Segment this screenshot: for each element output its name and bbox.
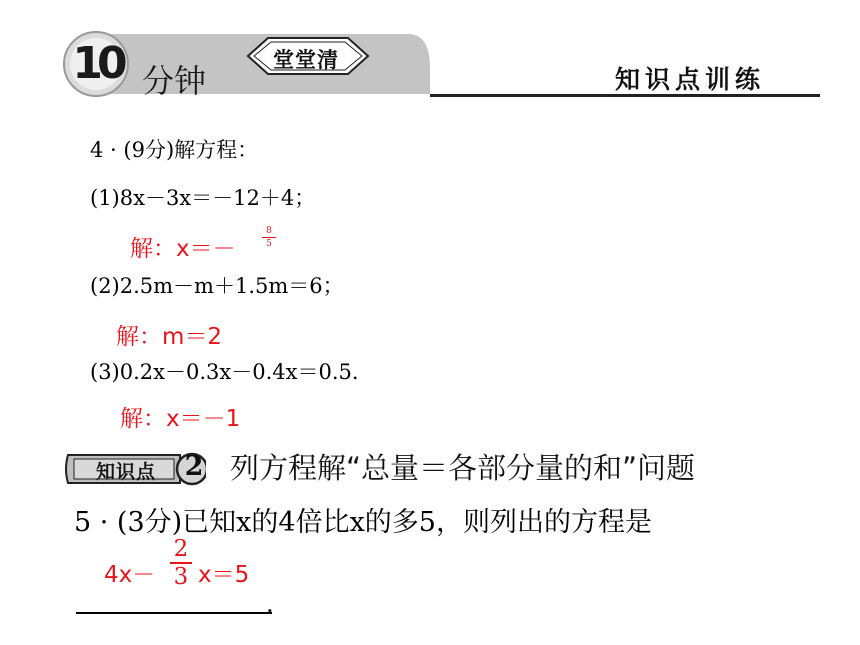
header-banner [58, 28, 432, 98]
q5-answer-suffix: x＝5 [198, 562, 250, 588]
q4-part1-frac-num: 8 [266, 226, 272, 236]
q4-part3-answer: 解：x＝－1 [120, 406, 241, 432]
q4-part1-answer [130, 230, 236, 263]
banner-minutes-label: 分钟 [142, 62, 207, 100]
q5-frac-den: 3 [173, 564, 189, 590]
q4-stem: 4 · (9分)解方程： [90, 138, 259, 162]
q4-part1-frac-den: 5 [266, 239, 272, 249]
knowledge-tag-number: 2 [184, 451, 204, 482]
q4-part2-answer: 解：m＝2 [116, 324, 223, 350]
q5-period: . [266, 590, 274, 618]
q5-answer-prefix: 4x－ [104, 562, 156, 588]
q4-part1-answer-text: 解：x＝－ [130, 236, 236, 262]
header-divider [430, 94, 820, 97]
banner-badge-label: 堂堂清 [273, 48, 339, 72]
answer-blank-line [76, 612, 272, 614]
section-title: 知识点训练 [615, 65, 766, 94]
q4-part3-equation: (3)0.2x－0.3x－0.4x＝0.5. [90, 360, 359, 384]
banner-number: 10 [72, 38, 122, 89]
q5-answer-fraction [170, 538, 192, 588]
q5-stem: 5 · (3分)已知x的4倍比x的多5，则列出的方程是 [74, 507, 652, 538]
q4-part1-fraction [262, 226, 276, 249]
fraction-bar [262, 237, 276, 238]
knowledge-point-tag [64, 451, 206, 487]
knowledge-tag-label: 知识点 [95, 461, 156, 483]
q4-part1-equation: (1)8x－3x＝－12＋4； [90, 186, 316, 210]
q4-part2-equation: (2)2.5m－m＋1.5m＝6； [90, 274, 344, 298]
knowledge-point-title: 列方程解“总量＝各部分量的和”问题 [230, 451, 696, 485]
q5-frac-num: 2 [173, 536, 189, 562]
